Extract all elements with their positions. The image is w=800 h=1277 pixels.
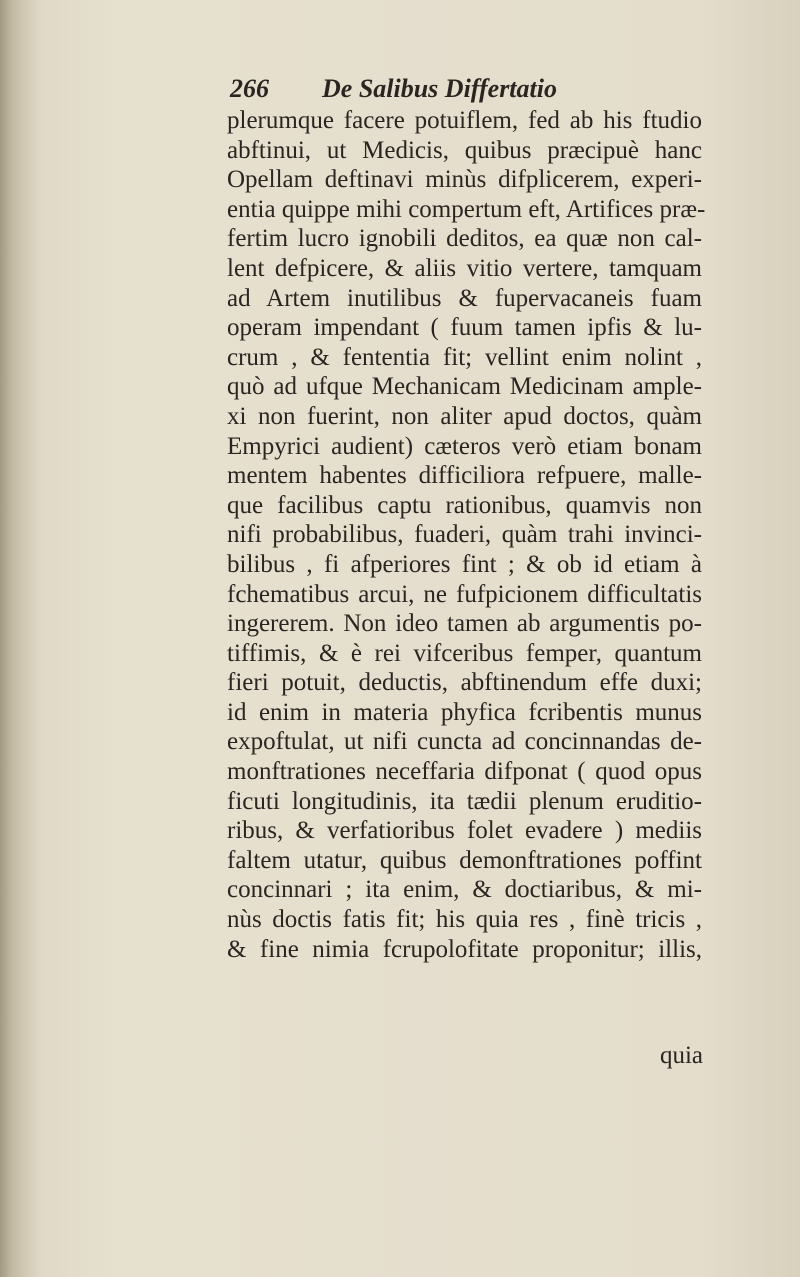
body-text (227, 106, 706, 964)
text-line: xi non fuerint, non aliter apud doctos, quàm (227, 402, 702, 430)
text-line: faltem utatur, quibus demonftrationes poffint (227, 846, 702, 874)
text-line: id enim in materia phyfica fcribentis munus (227, 698, 702, 726)
running-title: De Salibus Differtatio (322, 74, 557, 103)
text-line: monftrationes neceffaria difponat ( quod opus (227, 758, 702, 786)
text-line: fchematibus arcui, ne fufpicionem difficultatis (227, 580, 702, 608)
text-line: nùs doctis fatis fit; his quia res , finè tricis , (227, 906, 702, 934)
text-line: ficuti longitudinis, ita tædii plenum eruditio- (227, 787, 702, 815)
text-line: ribus, & verfatioribus folet evadere ) mediis (227, 817, 702, 845)
catchword: quia (659, 1042, 703, 1069)
binding-gutter (0, 0, 40, 1277)
text-line: lent defpicere, & aliis vitio vertere, tamquam (227, 254, 702, 282)
text-line: que facilibus captu rationibus, quamvis non (227, 491, 702, 519)
text-line: fertim lucro ignobili deditos, ea quæ non cal- (227, 225, 702, 253)
text-line: Opellam deftinavi minùs difplicerem, experi- (227, 166, 702, 194)
text-line: nifi probabilibus, fuaderi, quàm trahi invinci- (227, 521, 702, 549)
text-line: expoftulat, ut nifi cuncta ad concinnandas de- (227, 728, 702, 756)
text-line: ad Artem inutilibus & fupervacaneis fuam (227, 284, 702, 312)
text-line: plerumque facere potuiflem, fed ab his ftudio (227, 107, 702, 134)
text-line: mentem habentes difficiliora refpuere, malle- (227, 462, 702, 490)
text-line: ingererem. Non ideo tamen ab argumentis po- (227, 610, 702, 638)
page-number: 266 (230, 74, 269, 103)
text-line: concinnari ; ita enim, & doctiaribus, & mi- (227, 876, 702, 904)
text-line: crum , & fententia fit; vellint enim nolint , (227, 343, 702, 371)
text-line: abftinui, ut Medicis, quibus præcipuè hanc (227, 136, 702, 164)
text-line: tiffimis, & è rei vifceribus femper, quantum (227, 639, 702, 667)
text-line: & fine nimia fcrupolofitate proponitur; illis, (227, 935, 702, 963)
text-line: operam impendant ( fuum tamen ipfis & lu- (227, 314, 702, 342)
text-line: quò ad ufque Mechanicam Medicinam ample- (227, 373, 702, 401)
text-line: Empyrici audient) cæteros verò etiam bonam (227, 432, 702, 460)
text-line: bilibus , fi afperiores fint ; & ob id etiam à (227, 550, 702, 578)
text-line: fieri potuit, deductis, abftinendum effe duxi; (227, 669, 702, 697)
text-line: entia quippe mihi compertum eft, Artifices præ- (227, 195, 706, 223)
